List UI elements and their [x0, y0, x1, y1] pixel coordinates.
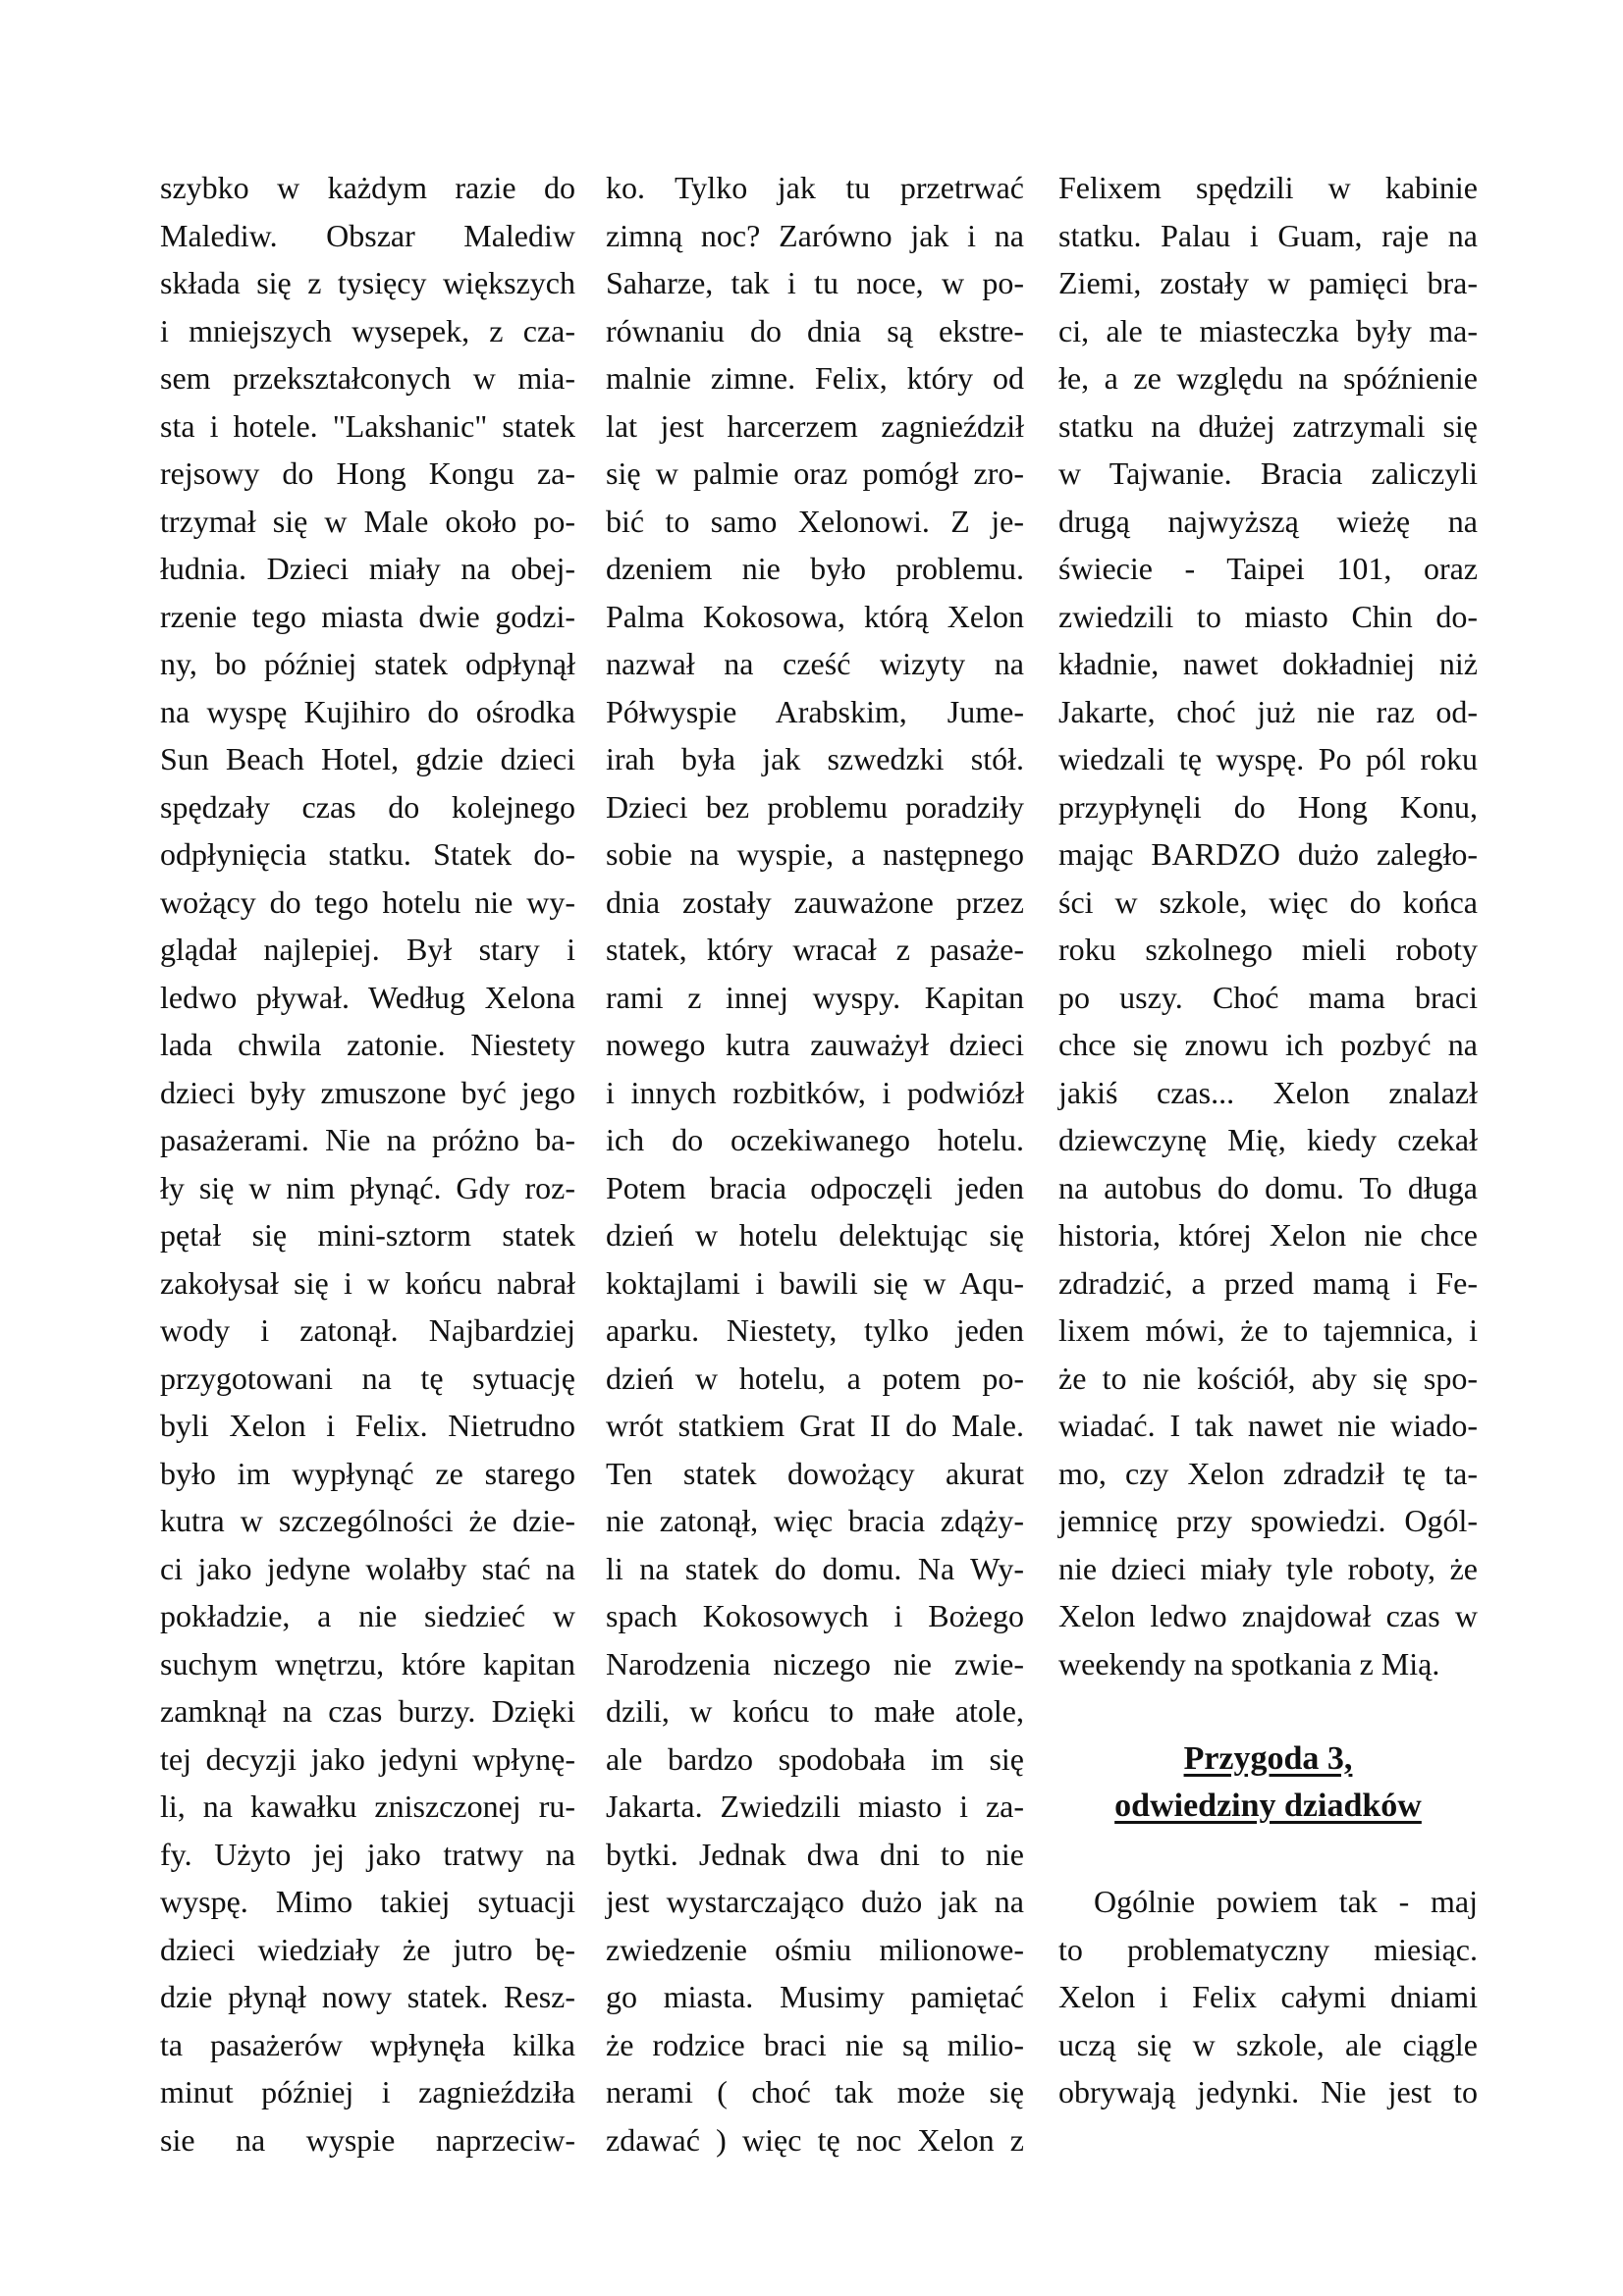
text-line: Jakarta. Zwiedzili miasto i za-	[606, 1789, 1024, 1824]
text-line: uczą się w szkole, ale ciągle	[1058, 2026, 1478, 2062]
text-line: ko. Tylko jak tu przetrwać	[606, 170, 1024, 205]
text-line: Saharze, tak i tu noce, w po-	[606, 265, 1024, 300]
text-line: jakiś czas... Xelon znalazł	[1058, 1074, 1478, 1110]
text-line: wożący do tego hotelu nie wy-	[160, 883, 575, 920]
text-line: chce się znowu ich pozbyć na	[1058, 1027, 1478, 1062]
text-line: historia, której Xelon nie chce	[1058, 1217, 1478, 1253]
text-line: Xelon i Felix całymi dniami	[1058, 1979, 1478, 2014]
text-line: łe, a ze względu na spóźnienie	[1058, 360, 1478, 396]
text-line: przygotowani na tę sytuację	[160, 1360, 575, 1396]
text-line: nazwał na cześć wizyty na	[606, 646, 1024, 681]
text-line: dzili, w końcu to małe atole,	[606, 1693, 1024, 1729]
text-line: Półwyspie Arabskim, Jume-	[606, 693, 1024, 729]
text-line: dziewczynę Mię, kiedy czekał	[1058, 1122, 1478, 1157]
text-line: kładnie, nawet dokładniej niż	[1058, 646, 1478, 681]
text-line: mając BARDZO dużo zaległo-	[1058, 836, 1478, 872]
text-line: Dzieci bez problemu poradziły	[606, 788, 1024, 825]
text-line: ły się w nim płynąć. Gdy roz-	[160, 1169, 575, 1205]
text-line: kutra w szczególności że dzie-	[160, 1503, 575, 1538]
text-line: i mniejszych wysepek, z cza-	[160, 312, 575, 348]
text-line: w Tajwanie. Bracia zaliczyli	[1058, 455, 1478, 491]
text-line: dzień w hotelu, a potem po-	[606, 1360, 1024, 1396]
text-line: suchym wnętrzu, które kapitan	[160, 1645, 575, 1682]
text-line: mo, czy Xelon zdradził tę ta-	[1058, 1455, 1478, 1491]
text-line: dnia zostały zauważone przez	[606, 883, 1024, 920]
text-line: zwiedzenie ośmiu milionowe-	[606, 1931, 1024, 1967]
text-line: Jakarte, choć już nie raz od-	[1058, 693, 1478, 729]
text-column-2	[606, 164, 1024, 2163]
text-line: pokładzie, a nie siedzieć w	[160, 1598, 575, 1633]
text-line: zimną noc? Zarówno jak i na	[606, 217, 1024, 253]
text-line: sie na wyspie naprzeciw-	[160, 2121, 575, 2158]
text-line: roku szkolnego mieli roboty	[1058, 932, 1478, 967]
text-line: wody i zatonął. Najbardziej	[160, 1312, 575, 1348]
text-line: ale bardzo spodobała im się	[606, 1740, 1024, 1777]
section-heading-line-2: odwiedziny dziadków	[1114, 1788, 1422, 1824]
text-line: Ten statek dowożący akurat	[606, 1455, 1024, 1491]
text-line: li, na kawałku zniszczonej ru-	[160, 1789, 575, 1824]
text-line: nerami ( choć tak może się	[606, 2074, 1024, 2109]
text-line: dzieci wiedziały że jutro bę-	[160, 1931, 575, 1967]
text-line: sobie na wyspie, a następnego	[606, 836, 1024, 872]
text-line: byli Xelon i Felix. Nietrudno	[160, 1408, 575, 1443]
section-gap	[1058, 1687, 1478, 1735]
text-line: nowego kutra zauważył dzieci	[606, 1027, 1024, 1062]
text-line: jest wystarczająco dużo jak na	[606, 1884, 1024, 1919]
text-line: świecie - Taipei 101, oraz	[1058, 551, 1478, 586]
text-line: bić to samo Xelonowi. Z je-	[606, 503, 1024, 539]
text-line: i innych rozbitków, i podwiózł	[606, 1074, 1024, 1110]
text-line: weekendy na spotkania z Mią.	[1058, 1645, 1440, 1682]
text-line: statek, który wracał z pasaże-	[606, 932, 1024, 967]
text-line: po uszy. Choć mama braci	[1058, 979, 1478, 1015]
text-line: zdawać ) więc tę noc Xelon z	[606, 2121, 1024, 2158]
text-line: nie zatonął, więc bracia zdąży-	[606, 1503, 1024, 1538]
text-line: Narodzenia niczego nie zwie-	[606, 1645, 1024, 1682]
text-line: malnie zimne. Felix, który od	[606, 360, 1024, 396]
text-line: trzymał się w Male około po-	[160, 503, 575, 539]
text-line: że to nie kościół, aby się spo-	[1058, 1360, 1478, 1396]
text-line: glądał najlepiej. Był stary i	[160, 932, 575, 967]
text-line: ledwo pływał. Według Xelona	[160, 979, 575, 1015]
text-line: na wyspę Kujihiro do ośrodka	[160, 693, 575, 729]
text-line: zamknął na czas burzy. Dzięki	[160, 1693, 575, 1729]
text-line: sta i hotele. "Lakshanic" statek	[160, 407, 575, 444]
text-line: przypłynęli do Hong Konu,	[1058, 788, 1478, 825]
text-line: rami z innej wyspy. Kapitan	[606, 979, 1024, 1015]
text-line: lada chwila zatonie. Niestety	[160, 1027, 575, 1062]
text-column-1	[160, 164, 575, 2163]
text-line: Sun Beach Hotel, gdzie dzieci	[160, 741, 575, 776]
text-line: wiadać. I tak nawet nie wiado-	[1058, 1408, 1478, 1443]
text-line: aparku. Niestety, tylko jeden	[606, 1312, 1024, 1348]
text-column-3	[1058, 164, 1478, 2116]
text-line: statku. Palau i Guam, raje na	[1058, 217, 1478, 253]
column-3-new-section	[1058, 1878, 1478, 2116]
text-line: łudnia. Dzieci miały na obej-	[160, 551, 575, 586]
text-line: lat jest harcerzem zagnieździł	[606, 407, 1024, 444]
text-line: szybko w każdym razie do	[160, 170, 575, 205]
text-line: równaniu do dnia są ekstre-	[606, 312, 1024, 348]
text-line: tej decyzji jako jedyni wpłynę-	[160, 1740, 575, 1777]
section-heading-line-1: Przygoda 3,	[1183, 1739, 1353, 1777]
text-line: dzeniem nie było problemu.	[606, 551, 1024, 586]
text-line: że rodzice braci nie są milio-	[606, 2026, 1024, 2062]
text-line: ci, ale te miasteczka były ma-	[1058, 312, 1478, 348]
text-line: ci jako jedyne wolałby stać na	[160, 1550, 575, 1586]
text-line: ta pasażerów wpłynęła kilka	[160, 2026, 575, 2062]
text-line: obrywają jedynki. Nie jest to	[1058, 2074, 1478, 2109]
text-line: Malediw. Obszar Malediw	[160, 217, 575, 253]
text-line: sem przekształconych w mia-	[160, 360, 575, 396]
text-line: wiedzali tę wyspę. Po pól roku	[1058, 741, 1478, 776]
text-line: fy. Użyto jej jako tratwy na	[160, 1836, 575, 1872]
text-line: li na statek do domu. Na Wy-	[606, 1550, 1024, 1586]
text-line: zdradzić, a przed mamą i Fe-	[1058, 1264, 1478, 1301]
text-line: lixem mówi, że to tajemnica, i	[1058, 1312, 1478, 1348]
text-line: nie dzieci miały tyle roboty, że	[1058, 1550, 1478, 1586]
text-line: pętał się mini-sztorm statek	[160, 1217, 575, 1253]
section-gap	[1058, 1831, 1478, 1879]
text-line: go miasta. Musimy pamiętać	[606, 1979, 1024, 2014]
text-line: się w palmie oraz pomógł zro-	[606, 455, 1024, 491]
text-line: jemnicę przy spowiedzi. Ogól-	[1058, 1503, 1478, 1538]
text-line: zakołysał się i w końcu nabrał	[160, 1264, 575, 1301]
text-line: spach Kokosowych i Bożego	[606, 1598, 1024, 1633]
text-line: spędzały czas do kolejnego	[160, 788, 575, 825]
text-line: dzień w hotelu delektując się	[606, 1217, 1024, 1253]
text-line: Felixem spędzili w kabinie	[1058, 170, 1478, 205]
text-line: Xelon ledwo znajdował czas w	[1058, 1598, 1478, 1633]
text-line: Potem bracia odpoczęli jeden	[606, 1169, 1024, 1205]
text-line: pasażerami. Nie na próżno ba-	[160, 1122, 575, 1157]
text-line: zwiedzili to miasto Chin do-	[1058, 598, 1478, 634]
text-line: minut później i zagnieździła	[160, 2074, 575, 2109]
text-line: dzieci były zmuszone być jego	[160, 1074, 575, 1110]
text-line: rejsowy do Hong Kongu za-	[160, 455, 575, 491]
text-line: wyspę. Mimo takiej sytuacji	[160, 1884, 575, 1919]
text-line: ich do oczekiwanego hotelu.	[606, 1122, 1024, 1157]
text-line: Ogólnie powiem tak - maj	[1094, 1884, 1478, 1919]
text-line: rzenie tego miasta dwie godzi-	[160, 598, 575, 634]
text-line: wrót statkiem Grat II do Male.	[606, 1408, 1024, 1443]
text-line: składa się z tysięcy większych	[160, 265, 575, 300]
text-line: odpłynięcia statku. Statek do-	[160, 836, 575, 872]
text-line: irah była jak szwedzki stół.	[606, 741, 1024, 776]
text-line: statku na dłużej zatrzymali się	[1058, 407, 1478, 444]
text-line: ści w szkole, więc do końca	[1058, 883, 1478, 920]
text-line: drugą najwyższą wieżę na	[1058, 503, 1478, 539]
text-line: Palma Kokosowa, którą Xelon	[606, 598, 1024, 634]
text-line: Ziemi, zostały w pamięci bra-	[1058, 265, 1478, 300]
text-line: bytki. Jednak dwa dni to nie	[606, 1836, 1024, 1872]
text-line: ny, bo później statek odpłynął	[160, 646, 575, 681]
column-3-body	[1058, 164, 1478, 1687]
text-line: na autobus do domu. To długa	[1058, 1169, 1478, 1205]
text-line: koktajlami i bawili się w Aqu-	[606, 1264, 1024, 1301]
text-line: dzie płynął nowy statek. Resz-	[160, 1979, 575, 2014]
text-line: było im wypłynąć ze starego	[160, 1455, 575, 1491]
text-line: to problematyczny miesiąc.	[1058, 1931, 1478, 1967]
